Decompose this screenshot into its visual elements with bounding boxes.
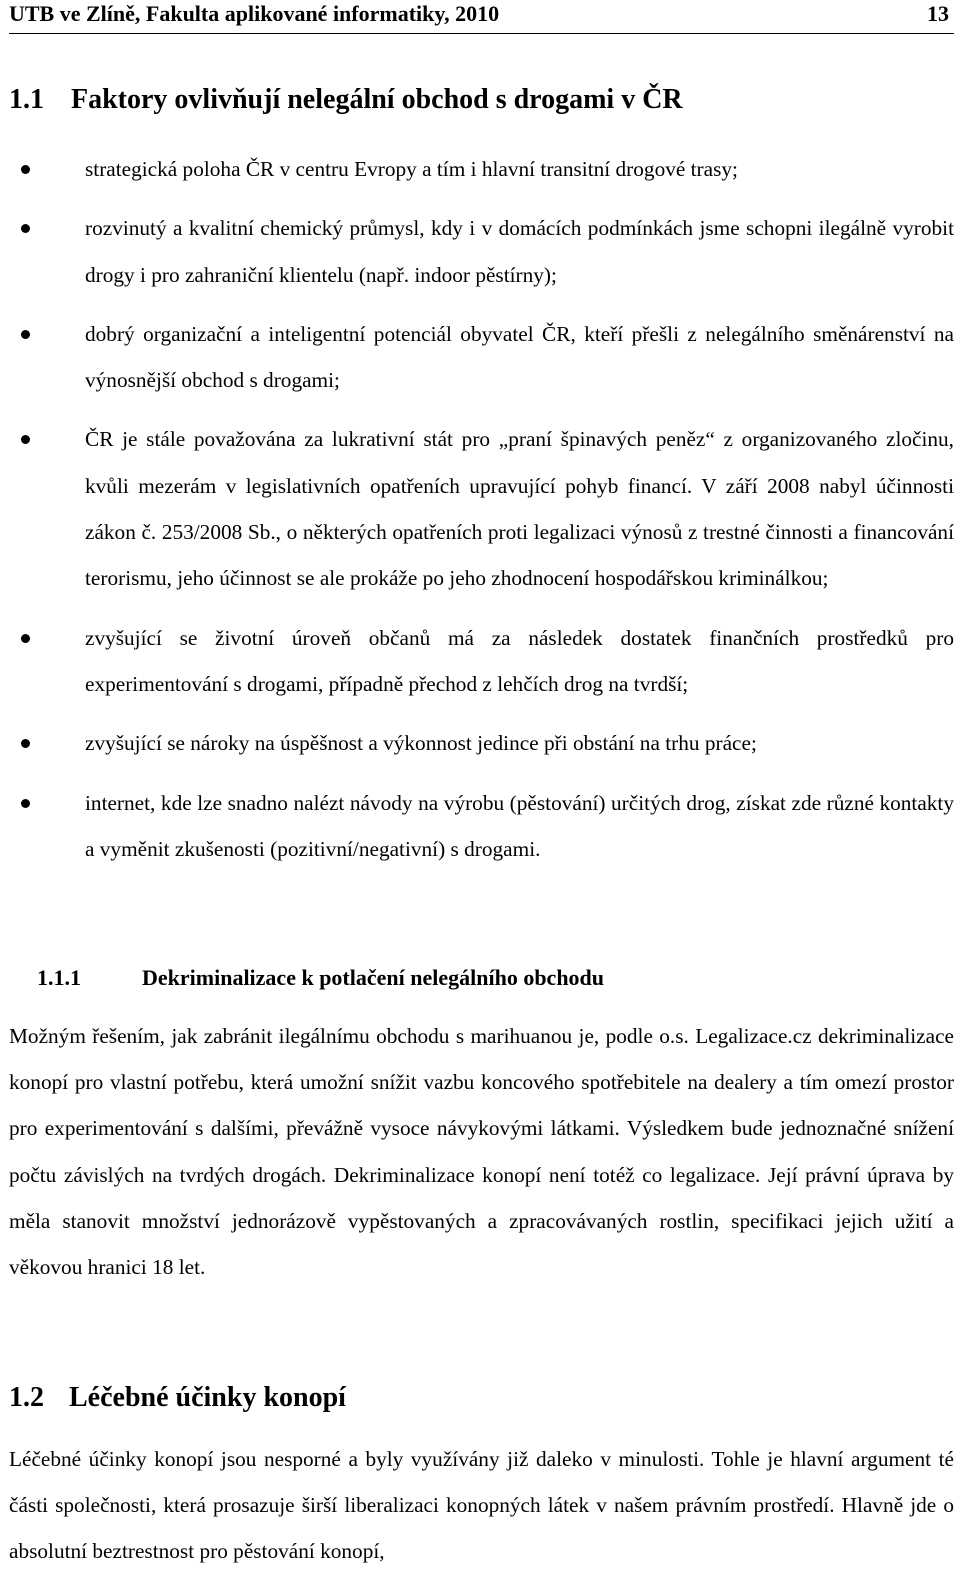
list-item-text: rozvinutý a kvalitní chemický průmysl, kdy i v domácích podmínkách jsme schopni ilegálně vyrobit drogy i pro zahraniční klientelu (např. indoor pěstírny);	[85, 216, 954, 287]
factors-bullet-list	[9, 146, 954, 885]
bullet-icon	[21, 435, 30, 444]
medical-effects-paragraph: Léčebné účinky konopí jsou nesporné a byly využívány již daleko v minulosti. Tohle je hlavní argument té části společnosti, která prosazuje širší liberalizaci konopných látek v našem právním prostředí. Hlavně jde o absolutní beztrestnost pro pěstování konopí,	[9, 1447, 954, 1564]
bullet-icon	[21, 799, 30, 808]
section-title: Léčebné účinky konopí	[69, 1382, 346, 1413]
list-item-text: strategická poloha ČR v centru Evropy a tím i hlavní transitní drogové trasy;	[85, 157, 738, 181]
running-header	[9, 0, 954, 32]
list-item	[9, 205, 954, 298]
section-heading-1-1	[9, 80, 954, 120]
list-item	[9, 615, 954, 708]
list-item-text: ČR je stále považována za lukrativní stát pro „praní špinavých peněz“ z organizovaného zločinu, kvůli mezerám v legislativních opatřeních upravující pohyb financí. V září 2008 nabyl účinnosti zákon č. 253/2008 Sb., o některých opatřeních proti legalizaci výnosů z trestné činnosti a financování terorismu, jeho účinnost se ale prokáže po jeho zhodnocení hospodářskou kriminálkou;	[85, 427, 954, 591]
list-item	[9, 780, 954, 873]
section-heading-1-1-1	[9, 958, 954, 998]
section-title: Faktory ovlivňují nelegální obchod s drogami v ČR	[71, 84, 683, 115]
page-number: 13	[927, 1, 949, 26]
list-item-text: dobrý organizační a inteligentní potenciál obyvatel ČR, kteří přešli z nelegálního směnárenství na výnosnější obchod s drogami;	[85, 321, 954, 393]
bullet-icon	[21, 634, 30, 643]
section-heading-1-2	[9, 1376, 954, 1420]
section-title: Dekriminalizace k potlačení nelegálního obchodu	[142, 965, 605, 990]
section-number: 1.1	[9, 84, 44, 115]
list-item	[9, 416, 954, 601]
decriminalization-paragraph: Možným řešením, jak zabránit ilegálnímu obchodu s marihuanou je, podle o.s. Legalizace.cz dekriminalizace konopí pro vlastní potřebu, která umožní snížit vazbu koncového spotřebitele na dealery a tím omezí prostor pro experimentování s dalšími, převážně vysoce návykovými látkami. Výsledkem bude jednoznačné snížení počtu závislých na tvrdých drogách. Dekriminalizace konopí není totéž co legalizace. Její právní úprava by měla stanovit množství jednorázově vypěstovaných a zpracovávaných rostlin, specifikaci jejich užití a věkovou hranici 18 let.	[9, 1024, 954, 1280]
list-item-text: internet, kde lze snadno nalézt návody na výrobu (pěstování) určitých drog, získat zde různé kontakty a vyměnit zkušenosti (pozitivní/negativní) s drogami.	[85, 790, 954, 861]
header-rule	[9, 33, 954, 34]
section-number: 1.2	[9, 1382, 44, 1413]
list-item-text: zvyšující se nároky na úspěšnost a výkonnost jedince při obstání na trhu práce;	[85, 731, 757, 756]
header-title: UTB ve Zlíně, Fakulta aplikované informatiky, 2010	[9, 1, 500, 26]
bullet-icon	[21, 165, 30, 174]
bullet-icon	[21, 330, 30, 339]
section-number: 1.1.1	[37, 965, 81, 990]
bullet-icon	[21, 739, 30, 748]
list-item-text: zvyšující se životní úroveň občanů má za následek dostatek finančních prostředků pro experimentování s drogami, případně přechod z lehčích drog na tvrdší;	[85, 625, 954, 696]
list-item	[9, 311, 954, 404]
bullet-icon	[21, 224, 30, 233]
list-item	[9, 720, 954, 766]
list-item	[9, 146, 954, 192]
